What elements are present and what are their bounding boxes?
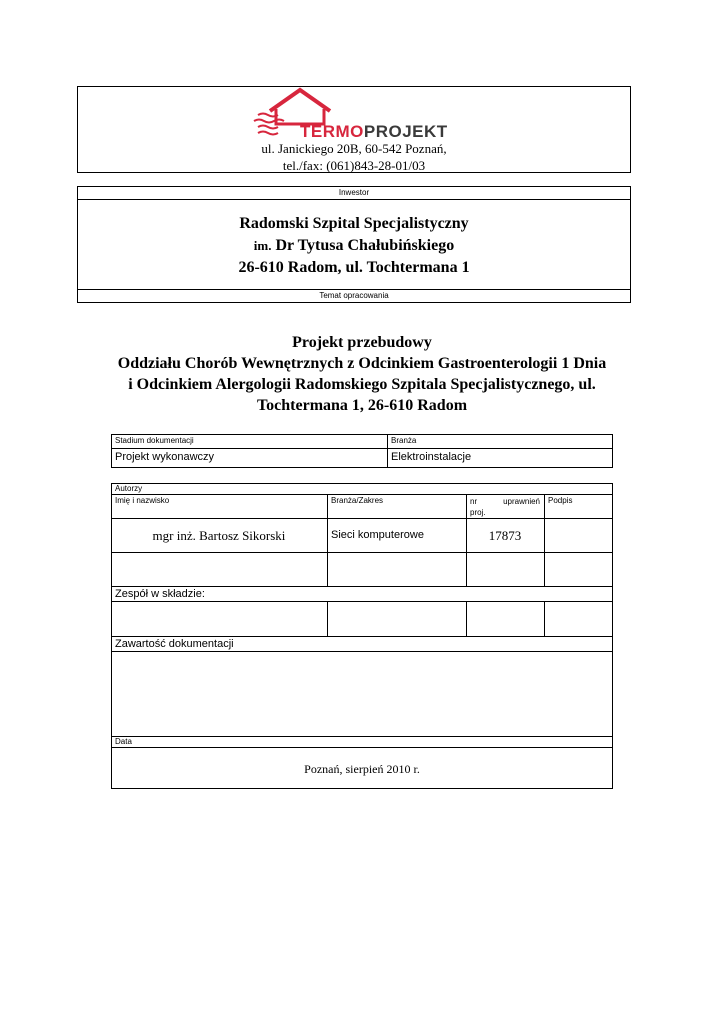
documentation-table-column-divider [387, 434, 388, 468]
logo-text-termo: TERMO [300, 122, 364, 141]
investor-label-divider [77, 199, 631, 200]
authors-col-license-proj: proj. [470, 508, 486, 517]
stage-label: Stadium dokumentacji [115, 436, 194, 445]
subject-label: Temat opracowania [319, 291, 389, 300]
date-top-divider [111, 736, 613, 737]
branch-label: Branża [391, 436, 417, 445]
author-row-1-name: mgr inż. Bartosz Sikorski [152, 528, 286, 543]
investor-name-prefix: im. [253, 238, 272, 253]
team-label-divider [111, 601, 613, 602]
authors-col-license-nr: nr [470, 497, 478, 506]
authors-col-license [470, 496, 540, 518]
authors-section-label: Autorzy [115, 484, 143, 493]
investor-name-line-2 [77, 235, 631, 257]
authors-col-signature: Podpis [548, 496, 573, 505]
authors-col-branch: Branża/Zakres [331, 496, 384, 505]
project-title [60, 332, 664, 416]
documentation-table-divider [111, 448, 613, 449]
investor-name-patron: Dr Tytusa Chałubińskiego [275, 237, 455, 254]
team-col-divider-1 [327, 601, 328, 636]
team-col-divider-3 [544, 601, 545, 636]
logo-wordmark [300, 122, 448, 142]
author-row-1-license: 17873 [488, 528, 522, 543]
date-label-divider [111, 747, 613, 748]
team-col-divider-2 [466, 601, 467, 636]
contents-label-divider [111, 651, 613, 652]
authors-row-2-divider [111, 586, 613, 587]
authors-header-divider [111, 518, 613, 519]
authors-label-divider [111, 494, 613, 495]
authors-col-divider-3 [544, 494, 545, 586]
team-row-divider [111, 636, 613, 637]
investor-label: Inwestor [338, 188, 370, 197]
authors-col-license-uprawnien: uprawnień [503, 497, 540, 506]
investor-name [77, 213, 631, 279]
subject-label-divider [77, 289, 631, 290]
project-title-line-1: Projekt przebudowy [292, 334, 432, 351]
date-value: Poznań, sierpień 2010 r. [304, 762, 420, 776]
contents-label: Zawartość dokumentacji [115, 638, 234, 650]
authors-col-name: Imię i nazwisko [115, 496, 170, 505]
branch-value: Elektroinstalacje [391, 451, 472, 463]
address-line-2: tel./fax: (061)843-28-01/03 [282, 158, 426, 173]
company-logo [252, 87, 462, 143]
company-address [77, 140, 631, 174]
investor-name-line-3: 26-610 Radom, ul. Tochtermana 1 [238, 259, 470, 276]
authors-col-divider-1 [327, 494, 328, 586]
date-label: Data [115, 737, 132, 746]
investor-name-line-1: Radomski Szpital Specjalistyczny [239, 215, 469, 232]
stage-value: Projekt wykonawczy [115, 451, 215, 463]
project-title-line-4: Tochtermana 1, 26-610 Radom [256, 397, 468, 414]
author-row-1-branch: Sieci komputerowe [331, 529, 424, 541]
address-line-1: ul. Janickiego 20B, 60-542 Poznań, [261, 141, 447, 156]
authors-row-1-divider [111, 552, 613, 553]
logo-text-projekt: PROJEKT [363, 122, 448, 141]
team-label: Zespół w składzie: [115, 588, 205, 600]
project-title-line-2: Oddziału Chorób Wewnętrznych z Odcinkiem Gastroenterologii 1 Dnia [117, 355, 607, 372]
project-title-line-3: i Odcinkiem Alergologii Radomskiego Szpitala Specjalistycznego, ul. [128, 376, 596, 393]
